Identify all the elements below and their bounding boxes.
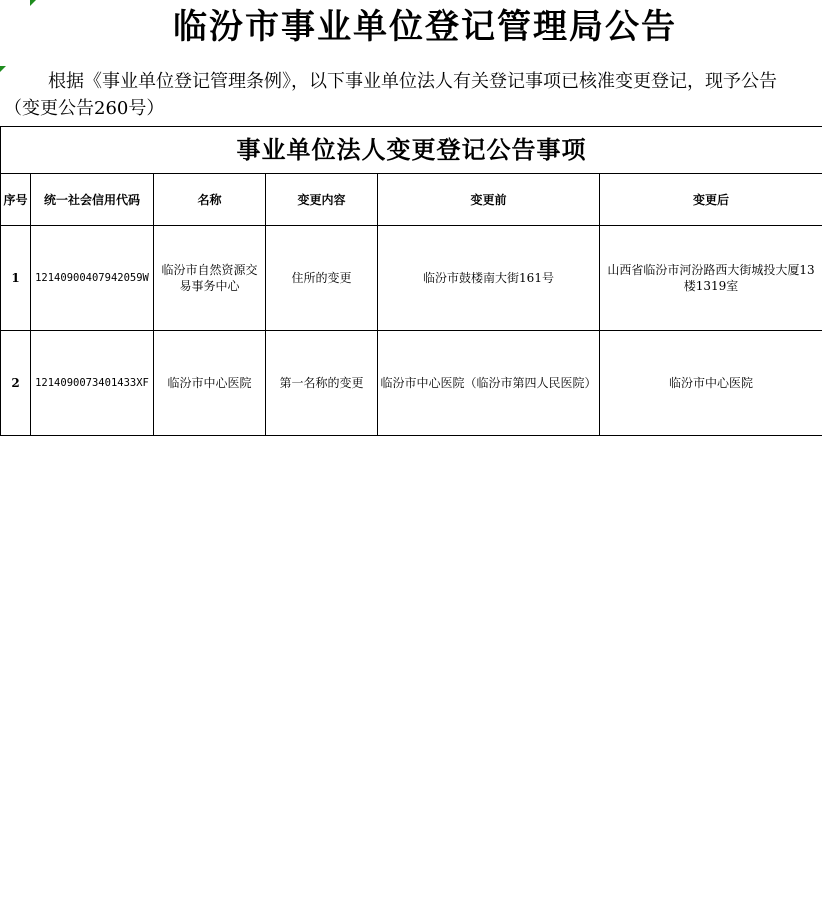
notice-table: [0, 126, 822, 436]
cell-after: 山西省临汾市河汾路西大街城投大厦13楼1319室: [600, 226, 822, 331]
cell-name: 临汾市中心医院: [154, 331, 266, 436]
header-after: 变更后: [600, 174, 822, 226]
header-code: 统一社会信用代码: [31, 174, 154, 226]
cell-seq: 1: [1, 226, 31, 331]
page-title: 临汾市事业单位登记管理局公告: [173, 7, 677, 47]
cell-after: 临汾市中心医院: [600, 331, 822, 436]
cell-name: 临汾市自然资源交易事务中心: [154, 226, 266, 331]
table-caption-row: [1, 127, 822, 174]
cell-before: 临汾市鼓楼南大街161号: [378, 226, 600, 331]
cell-code: 12140900407942059W: [31, 226, 154, 331]
cell-before: 临汾市中心医院（临汾市第四人民医院）: [378, 331, 600, 436]
table-caption: 事业单位法人变更登记公告事项: [1, 127, 822, 174]
header-content: 变更内容: [266, 174, 378, 226]
header-before: 变更前: [378, 174, 600, 226]
cell-code: 1214090073401433XF: [31, 331, 154, 436]
header-name: 名称: [154, 174, 266, 226]
table-row: [1, 226, 822, 331]
header-seq: 序号: [1, 174, 31, 226]
table-row: [1, 331, 822, 436]
cell-content: 住所的变更: [266, 226, 378, 331]
cell-seq: 2: [1, 331, 31, 436]
intro-paragraph: 根据《事业单位登记管理条例》，以下事业单位法人有关登记事项已核准变更登记，现予公告（变更公告260号）: [4, 71, 777, 119]
table-header-row: [1, 174, 822, 226]
cell-content: 第一名称的变更: [266, 331, 378, 436]
